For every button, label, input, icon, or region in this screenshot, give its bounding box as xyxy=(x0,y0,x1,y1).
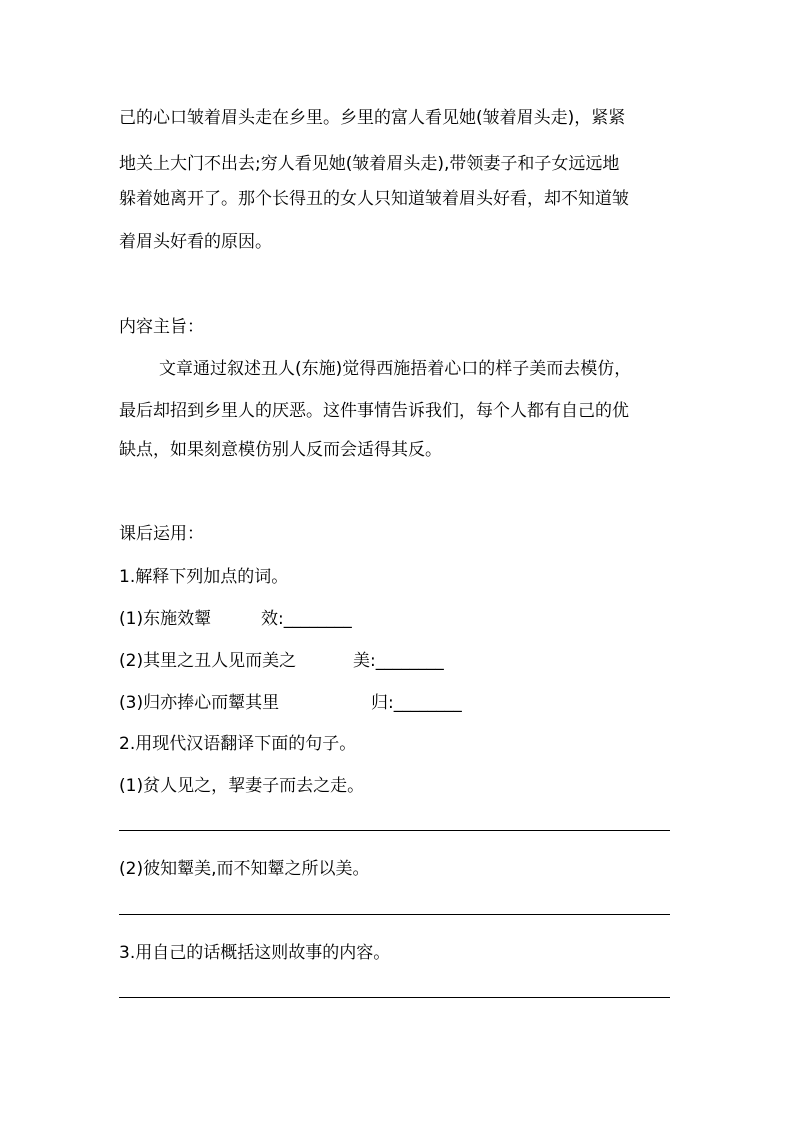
q1-item-3-text: (3)归亦捧心而颦其里 xyxy=(119,693,280,713)
q2-title: 2.用现代汉语翻译下面的句子。 xyxy=(119,734,357,754)
q2-item-2: (2)彼知颦美,而不知颦之所以美。 xyxy=(119,859,370,879)
q3-title: 3.用自己的话概括这则故事的内容。 xyxy=(119,943,391,963)
q2-item-2-answer-line[interactable] xyxy=(119,914,670,915)
q1-item-1-text: (1)东施效颦 xyxy=(119,609,212,629)
passage-line-2: 地关上大门不出去;穷人看见她(皱着眉头走),带领妻子和子女远远地 xyxy=(119,154,620,174)
q3-answer-line[interactable] xyxy=(119,997,670,998)
exercises-heading: 课后运用： xyxy=(119,524,204,544)
q1-item-1-blank: 效:________ xyxy=(261,609,352,629)
q1-title: 1.解释下列加点的词。 xyxy=(119,567,289,587)
q1-item-2 xyxy=(119,650,444,672)
q1-item-1 xyxy=(119,608,352,630)
q1-item-3-blank: 归:________ xyxy=(371,693,462,713)
theme-heading: 内容主旨： xyxy=(119,317,204,337)
passage-line-1: 己的心口皱着眉头走在乡里。乡里的富人看见她(皱着眉头走)，紧紧 xyxy=(119,108,626,128)
passage-line-4: 着眉头好看的原因。 xyxy=(119,232,272,252)
theme-line-3: 缺点，如果刻意模仿别人反而会适得其反。 xyxy=(119,440,442,460)
q1-item-2-text: (2)其里之丑人见而美之 xyxy=(119,651,297,671)
q1-item-3 xyxy=(119,692,462,714)
q2-item-1-answer-line[interactable] xyxy=(119,830,670,831)
theme-line-1: 文章通过叙述丑人(东施)觉得西施捂着心口的样子美而去模仿， xyxy=(159,359,632,379)
theme-line-2: 最后却招到乡里人的厌恶。这件事情告诉我们，每个人都有自己的优 xyxy=(119,401,629,421)
passage-line-3: 躲着她离开了。那个长得丑的女人只知道皱着眉头好看，却不知道皱 xyxy=(119,189,629,209)
q1-item-2-blank: 美:________ xyxy=(353,651,444,671)
q2-item-1: (1)贫人见之，挈妻子而去之走。 xyxy=(119,776,365,796)
